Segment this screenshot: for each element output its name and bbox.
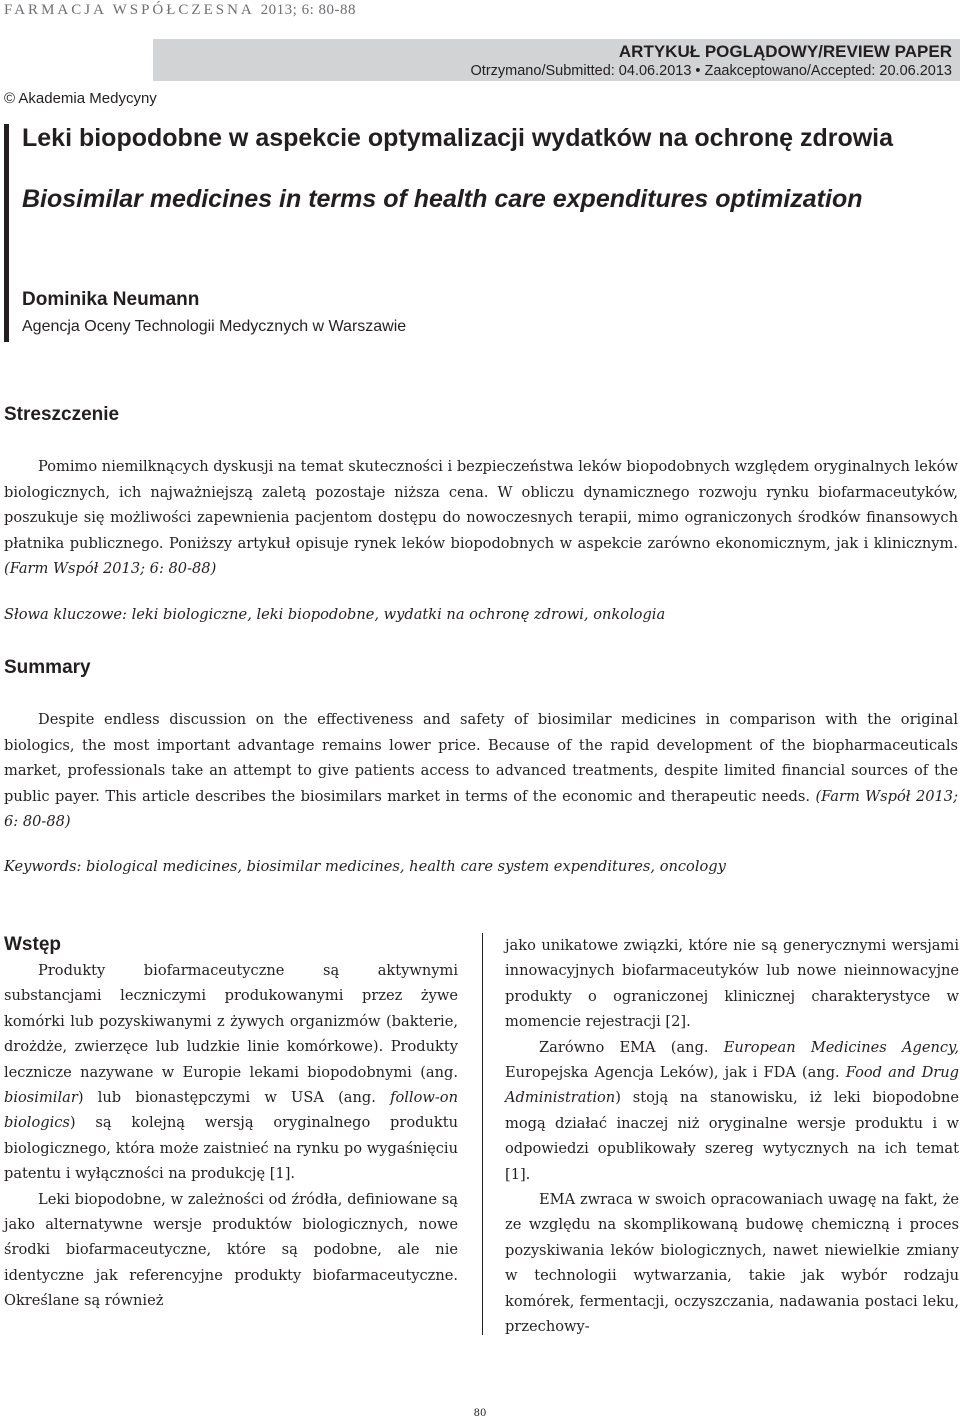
wstep-p1-term-follow-on: follow-on biologics <box>4 1089 458 1132</box>
wstep-paragraph-1 <box>4 958 458 1187</box>
right-column <box>505 933 959 1340</box>
column-divider <box>482 933 483 1335</box>
author-affiliation: Agencja Oceny Technologii Medycznych w Warszawie <box>22 318 407 335</box>
author-name: Dominika Neumann <box>22 289 200 310</box>
streszczenie-citation: (Farm Współ 2013; 6: 80-88) <box>4 560 217 577</box>
summary-citation: (Farm Współ 2013; 6: 80-88) <box>4 787 958 830</box>
wstep-paragraph-2: Leki biopodobne, w zależności od źródła, definiowane są jako alternatywne wersje produktów biologicznych, nowe środki biofarmaceutyczne, które są podobne, ale nie identyczne jak referencyjne produkty biofarmaceutyczne. Określane są również <box>4 1190 458 1310</box>
right-paragraph-2 <box>505 1035 959 1187</box>
title-rule <box>4 124 9 342</box>
streszczenie-heading: Streszczenie <box>4 404 120 425</box>
streszczenie-abstract <box>4 454 958 582</box>
right-paragraph-1: jako unikatowe związki, które nie są generycznymi wersjami innowacyjnych biofarmaceutyków lub nowe nieinnowacyjne produkty o ograniczonej klinicznej charakterystyce w momencie rejestracji [2]. <box>505 937 959 1031</box>
article-type: ARTYKUŁ POGLĄDOWY/REVIEW PAPER <box>618 42 952 61</box>
right-p2-term-ema: European Medicines Agency, <box>723 1038 959 1056</box>
right-p2-term-fda: Food and Drug Administration <box>505 1064 959 1107</box>
wstep-heading: Wstęp <box>4 934 61 955</box>
wstep-p1-text-a: Produkty biofarmaceutyczne są aktywnymi substancjami leczniczymi produkowanymi przez żywe komórki lub pozyskiwanymi z żywych organizmów (bakterie, drożdże, zwierzęce lub ludzkie linie komórkowe). Produkty lecznicze nazywane w Europie lekami biopodobnymi (ang. <box>4 962 458 1081</box>
right-p2-text-c: ) stoją na stanowisku, iż leki biopodobne mogą działać inaczej niż oryginalne wersje produktu i w odpowiedzi opublikowały szereg wytycznych na ich temat [1]. <box>505 1089 959 1183</box>
summary-heading: Summary <box>4 657 91 678</box>
slowa-kluczowe: Słowa kluczowe: leki biologiczne, leki biopodobne, wydatki na ochronę zdrowi, onkologia <box>4 606 666 623</box>
journal-name: FARMACJA WSPÓŁCZESNA <box>4 2 254 18</box>
summary-abstract <box>4 707 958 835</box>
right-p2-text-b: Europejska Agencja Leków), jak i FDA (ang. <box>505 1064 846 1082</box>
wstep-p1-term-biosimilar: biosimilar <box>4 1089 78 1107</box>
title-english: Biosimilar medicines in terms of health care expenditures optimization <box>22 185 863 213</box>
copyright-notice: © Akademia Medycyny <box>4 90 157 107</box>
right-p2-text-a: Zarówno EMA (ang. <box>539 1038 724 1056</box>
submission-dates: Otrzymano/Submitted: 04.06.2013 • Zaakceptowano/Accepted: 20.06.2013 <box>470 63 952 79</box>
wstep-p1-text-b: ) lub bionastępczymi w USA (ang. <box>77 1089 391 1107</box>
wstep-p1-text-c: ) są kolejną wersją oryginalnego produktu biologicznego, która może zaistnieć na rynku po wygaśnięciu patentu i wyłączności na produkcję [1]. <box>4 1114 458 1183</box>
keywords: Keywords: biological medicines, biosimilar medicines, health care system expenditures, oncology <box>4 858 726 875</box>
left-column <box>4 958 458 1314</box>
title-polish: Leki biopodobne w aspekcie optymalizacji wydatków na ochronę zdrowia <box>22 124 894 152</box>
streszczenie-text: Pomimo niemilknących dyskusji na temat skuteczności i bezpieczeństwa leków biopodobnych względem oryginalnych leków biologicznych, ich najważniejszą zaletą pozostaje niższa cena. W obliczu dynamicznego rozwoju rynku biofarmaceutyków, poszukuje się możliwości zapewnienia pacjentom dostępu do nowoczesnych terapii, mimo ograniczonych środków finansowych płatnika publicznego. Poniższy artykuł opisuje rynek leków biopodobnych w aspekcie zarówno ekonomicznym, jak i klinicznym. <box>4 458 958 552</box>
journal-ref: 2013; 6: 80-88 <box>260 2 357 18</box>
journal-title <box>4 2 356 19</box>
right-paragraph-3: EMA zwraca w swoich opracowaniach uwagę na fakt, że ze względu na skomplikowaną budowę chemiczną i proces pozyskiwania leków biologicznych, nawet niewielkie zmiany w technologii wytwarzania, takie jak wybór rodzaju komórek, fermentacji, oczyszczania, nadawania postaci leku, przechowy- <box>505 1191 959 1336</box>
page-number: 80 <box>473 1408 487 1419</box>
summary-text: Despite endless discussion on the effectiveness and safety of biosimilar medicines in comparison with the original biologics, the most important advantage remains lower price. Because of the rapid development of the biopharmaceuticals market, professionals take an attempt to give patients access to advanced treatments, despite limited financial sources of the public payer. This article describes the biosimilars market in terms of the economic and therapeutic needs. <box>4 711 958 805</box>
